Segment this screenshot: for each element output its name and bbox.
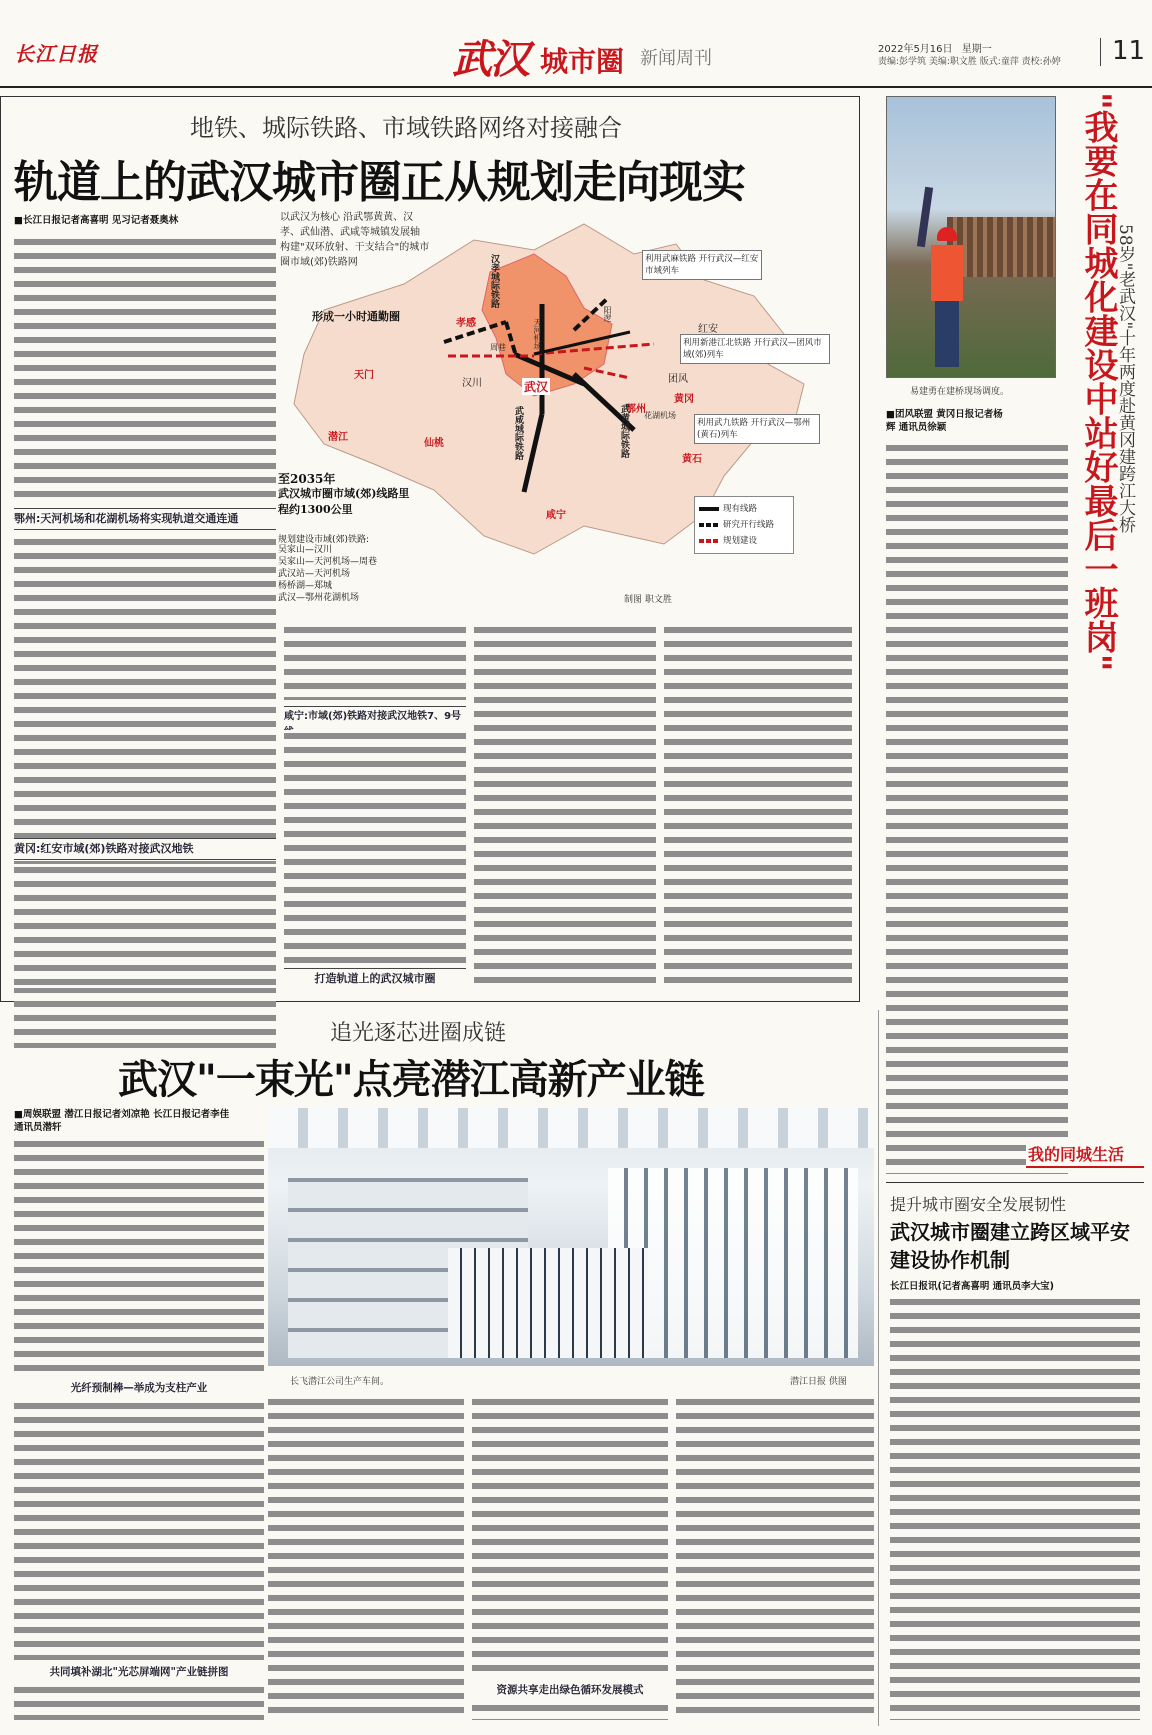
city-tianmen: 天门 xyxy=(354,370,374,381)
legend-planned xyxy=(699,533,789,549)
place-tianhe-airport: 天河机场 xyxy=(533,318,542,350)
ceiling-lights xyxy=(268,1108,874,1148)
third-kicker: 提升城市圈安全发展韧性 xyxy=(890,1195,1067,1214)
second-col-2 xyxy=(268,1396,464,1720)
section-logo-wuhan: 武汉 xyxy=(452,36,528,83)
corridor-wuhuang: 武黄城际铁路 xyxy=(619,404,629,458)
side-kicker: 58岁"老武汉"十年两度赴黄冈建跨江大桥 xyxy=(1115,224,1135,534)
map-credit: 制图 职文胜 xyxy=(624,595,672,605)
text-block xyxy=(284,870,466,968)
text-block xyxy=(14,1138,264,1378)
subheading-xianning: 咸宁:市域(郊)铁路对接武汉地铁7、9号 xyxy=(284,706,466,744)
text-block xyxy=(886,442,1068,1174)
worker-photo-caption: 易建勇在建桥现场调度。 xyxy=(910,387,1010,397)
masthead-rule xyxy=(0,86,1152,88)
city-qianjiang: 潜江 xyxy=(328,432,348,443)
map-intro-bold: 形成一小时通勤圈 xyxy=(312,310,400,323)
map-planned-title: 规划建设市域(郊)铁路: xyxy=(278,535,370,545)
text-block xyxy=(14,1684,264,1720)
text-block xyxy=(284,624,466,700)
second-headline: 武汉"一束光"点亮潜江高新产业链 xyxy=(118,1057,704,1103)
main-byline: ■长江日报记者高喜明 见习记者聂奥林 xyxy=(14,215,179,226)
third-headline xyxy=(890,1218,1140,1274)
third-col xyxy=(890,1280,1140,1720)
worker-photo xyxy=(886,96,1056,378)
map-planned-list xyxy=(278,544,377,604)
factory-photo-caption: 长飞潜江公司生产车间。 xyxy=(290,1377,390,1387)
worker-figure xyxy=(927,217,967,367)
text-block xyxy=(664,624,852,988)
column-tag-my-city-life: 我的同城生活 xyxy=(1026,1140,1126,1167)
map-legend xyxy=(694,496,794,554)
subheading-build: 打造轨道上的武汉城市圈 xyxy=(284,968,466,987)
second-kicker: 追光逐芯进圈成链 xyxy=(330,1021,507,1046)
text-block xyxy=(472,1702,668,1720)
page-number: 11 xyxy=(1112,36,1146,66)
planned-line: 吴家山—汉川 xyxy=(278,545,333,555)
city-xiantao: 仙桃 xyxy=(424,438,444,449)
map-target-text: 武汉城市圈市域(郊)线路里程约1300公里 xyxy=(278,487,410,516)
issue-date xyxy=(878,40,992,55)
worker-vest xyxy=(931,245,963,301)
factory-photo-credit: 潜江日报 供图 xyxy=(790,1377,847,1387)
right-divider xyxy=(886,1182,1144,1183)
callout-hongan xyxy=(642,250,762,280)
city-huanggang: 黄冈 xyxy=(674,394,694,405)
text-block xyxy=(890,1296,1140,1720)
paper-logo: 长江日报 xyxy=(14,42,98,66)
legend-label: 研究开行线路 xyxy=(723,520,775,530)
rail-map xyxy=(278,212,852,616)
text-block xyxy=(14,864,276,988)
second-col-3 xyxy=(472,1396,668,1720)
main-kicker: 地铁、城际铁路、市域铁路网络对接融合 xyxy=(190,114,622,142)
city-ezhou: 鄂州 xyxy=(626,404,646,415)
city-xianning: 咸宁 xyxy=(546,510,566,521)
column-divider xyxy=(878,1010,879,1726)
text-block xyxy=(14,1400,264,1660)
place-zhouxiang: 周巷 xyxy=(490,343,506,352)
subheading-ezhou: 鄂州:天河机场和花湖机场将实现轨道交通连通 xyxy=(14,508,276,530)
main-col-1 xyxy=(14,214,276,988)
city-tuanfeng: 团风 xyxy=(668,374,688,385)
section-logo-chengshiquan: 城市圈 xyxy=(540,45,625,78)
callout-ezhou xyxy=(694,414,820,444)
side-byline: ■团风联盟 黄冈日报记者杨辉 通讯员徐颖 xyxy=(886,409,1003,433)
main-col-4 xyxy=(664,624,852,988)
legend-swatch xyxy=(699,507,719,511)
second-col-4 xyxy=(676,1396,874,1720)
date-text: 2022年5月16日 xyxy=(878,44,953,55)
map-target-year: 至2035年 xyxy=(278,472,336,486)
text-block xyxy=(284,730,466,870)
masthead xyxy=(0,0,1152,90)
editors-line: 责编:彭学筑 美编:职文胜 版式:童萍 责校:孙婷 xyxy=(878,57,1061,67)
weekday-text: 星期一 xyxy=(961,44,992,55)
side-col xyxy=(886,408,1068,1234)
legend-label: 规划建设 xyxy=(723,536,758,546)
city-hanchuan: 汉川 xyxy=(462,378,482,389)
planned-line: 杨桥湖—郑城 xyxy=(278,581,333,591)
second-col-1 xyxy=(14,1108,264,1720)
city-hongan: 红安 xyxy=(698,324,718,335)
callout-text: 利用武九铁路 开行武汉—鄂州(黄石)列车 xyxy=(697,418,811,440)
third-headline-text: 武汉城市圈建立跨区域平安建设协作机制 xyxy=(890,1220,1130,1272)
legend-label: 现有线路 xyxy=(723,504,758,514)
legend-research xyxy=(699,517,789,533)
worker-helmet xyxy=(937,227,957,241)
second-byline: ■周娱联盟 潜江日报记者刘凉艳 长江日报记者李佳 通讯员潜轩 xyxy=(14,1109,230,1133)
column-tag-rule xyxy=(1026,1166,1144,1168)
main-col-2 xyxy=(284,624,466,988)
corridor-wuxian: 武咸城际铁路 xyxy=(513,406,523,460)
callout-text: 利用新港江北铁路 开行武汉—团风市域(郊)列车 xyxy=(683,338,822,360)
spool-rack-mid xyxy=(448,1248,648,1358)
legend-swatch xyxy=(699,523,719,527)
factory-photo xyxy=(268,1108,874,1366)
subheading-recycle: 资源共享走出绿色循环发展模式 xyxy=(496,1684,644,1696)
masthead-divider xyxy=(1100,38,1101,66)
main-col-3 xyxy=(474,624,656,988)
city-wuhan: 武汉 xyxy=(524,380,549,394)
place-yangluo: 阳逻 xyxy=(603,306,612,322)
map-intro: 以武汉为核心 沿武鄂黄黄、汉孝、武仙潜、武咸等城镇发展轴 构建"双环放射、干支结合"的城市圈市域(郊)铁路网 xyxy=(280,212,430,268)
planned-line: 吴家山—天河机场—周巷 xyxy=(278,557,378,567)
planned-line: 武汉—鄂州花湖机场 xyxy=(278,593,360,603)
main-headline: 轨道上的武汉城市圈正从规划走向现实 xyxy=(14,157,745,208)
place-huahu-airport: 花湖机场 xyxy=(644,411,676,420)
text-block xyxy=(268,1396,464,1720)
section-weekly: 新闻周刊 xyxy=(640,48,712,69)
callout-text: 利用武麻铁路 开行武汉—红安市域列车 xyxy=(645,254,759,276)
subheading-puzzle: 共同填补湖北"光芯屏端网"产业链拼图 xyxy=(49,1666,229,1678)
worker-arm xyxy=(917,187,933,248)
corridor-hanxiao: 汉孝城际铁路 xyxy=(489,254,499,308)
text-block xyxy=(676,1396,874,1720)
callout-tuanfeng xyxy=(680,334,830,364)
side-headline: "我要在同城化建设中站好最后一班岗" xyxy=(1078,92,1118,672)
text-block xyxy=(472,1396,668,1676)
third-byline: 长江日报讯(记者高喜明 通讯员李大宝) xyxy=(890,1281,1054,1292)
city-xiaogan: 孝感 xyxy=(456,318,476,329)
legend-existing xyxy=(699,501,789,517)
legend-swatch xyxy=(699,539,719,543)
text-block xyxy=(14,236,276,504)
city-huangshi: 黄石 xyxy=(682,454,702,465)
text-block xyxy=(474,624,656,988)
subheading-preform: 光纤预制棒—举成为支柱产业 xyxy=(70,1382,208,1394)
subheading-huanggang: 黄冈:红安市域(郊)铁路对接武汉地铁 xyxy=(14,838,276,860)
worker-legs xyxy=(935,301,959,367)
planned-line: 武汉站—天河机场 xyxy=(278,569,351,579)
